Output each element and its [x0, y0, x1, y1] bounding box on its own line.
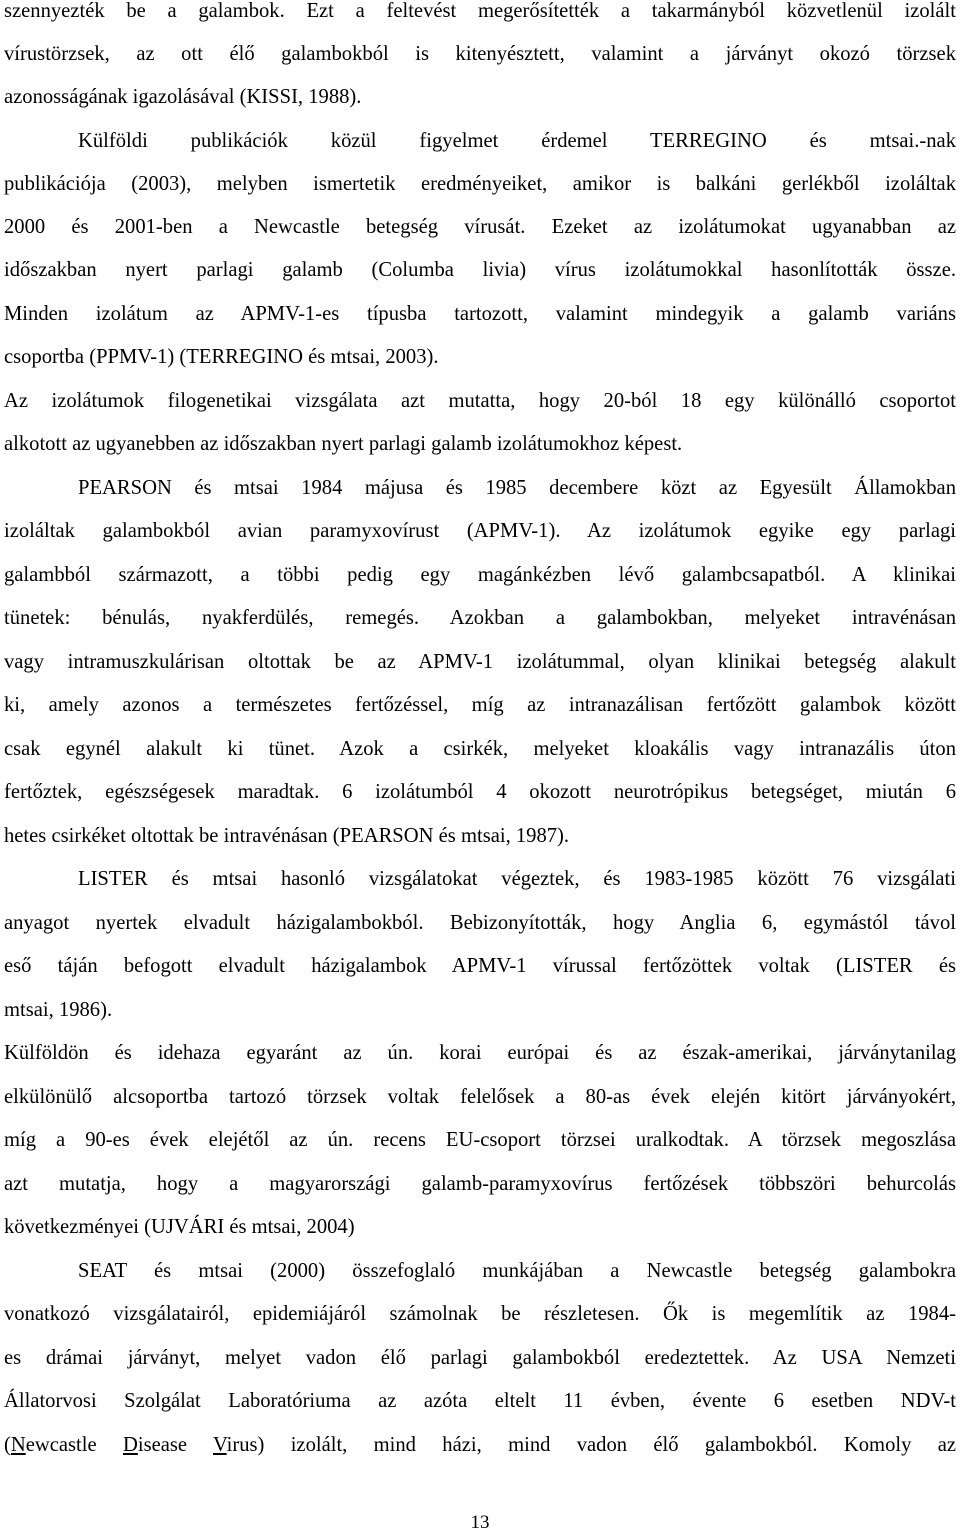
text-line: vonatkozó vizsgálatairól, epidemiájáról számolnak be részletesen. Ők is megemlítik az 1984-	[4, 1303, 956, 1325]
underlined-letter-d: D	[122, 1434, 138, 1456]
text-line: Külföldi publikációk közül figyelmet érdemel TERREGINO és mtsai.-nak	[78, 130, 956, 152]
text-line: azt mutatja, hogy a magyarországi galamb-paramyxovírus fertőzések többszöri behurcolás	[4, 1173, 956, 1195]
open-paren: (	[4, 1434, 11, 1456]
text-line: csoportba (PPMV-1) (TERREGINO és mtsai, 2003).	[4, 346, 439, 368]
text-line: anyagot nyertek elvadult házigalambokból. Bebizonyították, hogy Anglia 6, egymástól távol	[4, 912, 956, 934]
text-line: 2000 és 2001-ben a Newcastle betegség vírusát. Ezeket az izolátumokat ugyanabban az	[4, 216, 956, 238]
text-line: SEAT és mtsai (2000) összefoglaló munkájában a Newcastle betegség galambokra	[78, 1260, 956, 1282]
text-line: időszakban nyert parlagi galamb (Columba livia) vírus izolátumokkal hasonlították össze.	[4, 259, 956, 281]
text-line: vírustörzsek, az ott élő galambokból is kitenyésztett, valamint a járványt okozó törzsek	[4, 43, 956, 65]
text-line: Az izolátumok filogenetikai vizsgálata azt mutatta, hogy 20-ból 18 egy különálló csoportot	[4, 390, 956, 412]
underlined-letter-v: V	[212, 1434, 227, 1456]
word-rest: ewcastle	[25, 1434, 123, 1456]
text-line: izoláltak galambokból avian paramyxovírust (APMV-1). Az izolátumok egyike egy parlagi	[4, 520, 956, 542]
word-rest: isease	[137, 1434, 213, 1456]
text-line: elkülönülő alcsoportba tartozó törzsek voltak felelősek a 80-as évek elején kitört járványokért,	[4, 1086, 956, 1108]
page-number: 13	[470, 1512, 490, 1533]
text-line-abbreviation	[4, 1430, 956, 1460]
text-line: publikációja (2003), melyben ismertetik eredményeiket, amikor is balkáni gerlékből izoláltak	[4, 173, 956, 195]
text-line: alkotott az ugyanebben az időszakban nyert parlagi galamb izolátumokhoz képest.	[4, 433, 683, 455]
text-line: LISTER és mtsai hasonló vizsgálatokat végeztek, és 1983-1985 között 76 vizsgálati	[78, 868, 956, 890]
text-line: PEARSON és mtsai 1984 májusa és 1985 decembere közt az Egyesült Államokban	[78, 477, 956, 499]
text-line: csak egynél alakult ki tünet. Azok a csirkék, melyeket kloakális vagy intranazális úton	[4, 738, 956, 760]
text-line: vagy intramuszkulárisan oltottak be az APMV-1 izolátummal, olyan klinikai betegség alakult	[4, 651, 956, 673]
text-line: hetes csirkéket oltottak be intravénásan (PEARSON és mtsai, 1987).	[4, 825, 570, 847]
text-line: es drámai járványt, melyet vadon élő parlagi galambokból eredeztettek. Az USA Nemzeti	[4, 1347, 956, 1369]
text-line: míg a 90-es évek elejétől az ún. recens EU-csoport törzsei uralkodtak. A törzsek megoszlása	[4, 1129, 956, 1151]
text-line: következményei (UJVÁRI és mtsai, 2004)	[4, 1216, 355, 1238]
text-line: fertőztek, egészségesek maradtak. 6 izolátumból 4 okozott neurotrópikus betegséget, miután 6	[4, 781, 956, 803]
text-line: szennyezték be a galambok. Ezt a feltevést megerősítették a takarmányból közvetlenül izolált	[4, 0, 956, 22]
text-line: Minden izolátum az APMV-1-es típusba tartozott, valamint mindegyik a galamb variáns	[4, 303, 956, 325]
text-line: mtsai, 1986).	[4, 999, 113, 1021]
text-line: Állatorvosi Szolgálat Laboratóriuma az azóta eltelt 11 évben, évente 6 esetben NDV-t	[4, 1390, 956, 1412]
text-line: eső táján befogott elvadult házigalambok APMV-1 vírussal fertőzöttek voltak (LISTER és	[4, 955, 956, 977]
underlined-letter-n: N	[10, 1434, 26, 1456]
text-line: azonosságának igazolásával (KISSI, 1988).	[4, 86, 362, 108]
line-rest: irus) izolált, mind házi, mind vadon élő galambokból. Komoly az	[226, 1434, 957, 1456]
text-line: galambból származott, a többi pedig egy magánkézben lévő galambcsapatból. A klinikai	[4, 564, 956, 586]
text-line: tünetek: bénulás, nyakferdülés, remegés. Azokban a galambokban, melyeket intravénásan	[4, 607, 956, 629]
text-line: ki, amely azonos a természetes fertőzéssel, míg az intranazálisan fertőzött galambok között	[4, 694, 956, 716]
text-line: Külföldön és idehaza egyaránt az ún. korai európai és az észak-amerikai, járványtanilag	[4, 1042, 956, 1064]
